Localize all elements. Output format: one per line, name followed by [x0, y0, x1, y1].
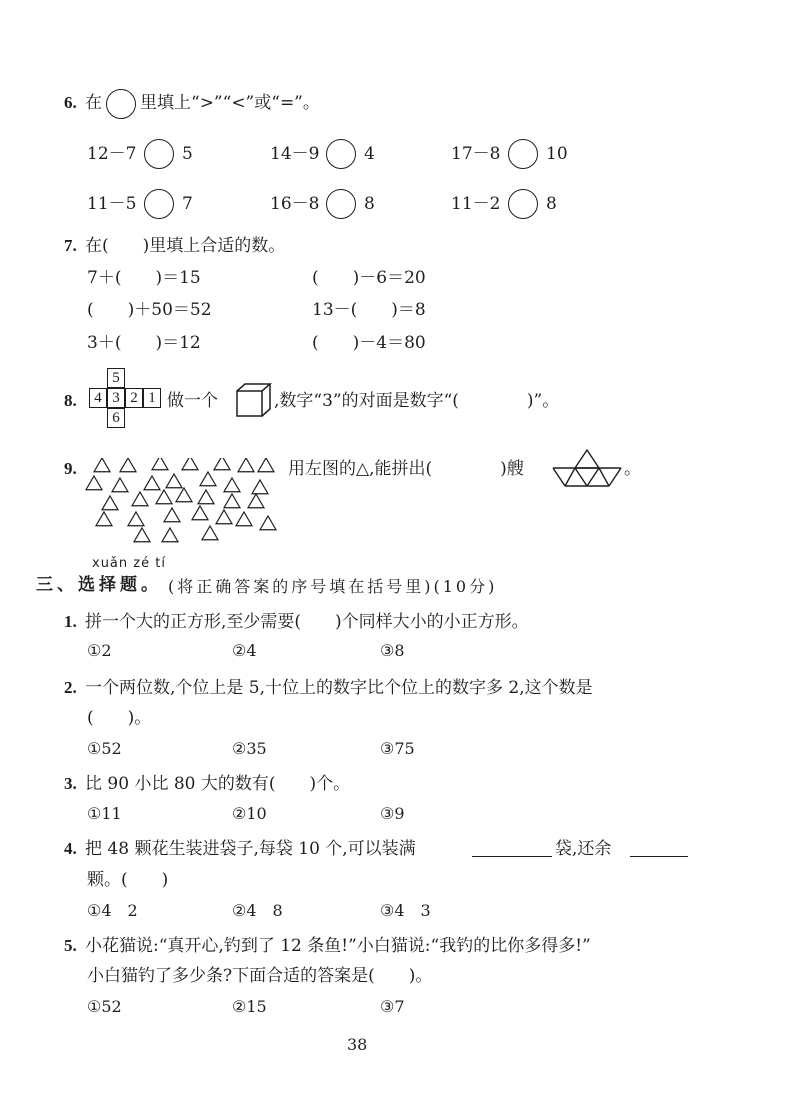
mc2-number: 2. — [64, 678, 77, 697]
q6-item-right: 8 — [546, 194, 557, 214]
q7-text: 在( )里填上合适的数。 — [85, 236, 286, 256]
q6-item-right: 7 — [182, 194, 193, 214]
q6-item-right: 4 — [364, 144, 375, 164]
small-triangle — [252, 480, 268, 494]
small-triangle — [216, 510, 232, 524]
mc5-question-cont: 小白猫钓了多少条?下面合适的答案是( )。 — [87, 966, 433, 986]
small-triangle — [128, 512, 144, 526]
q6-item-right: 8 — [364, 194, 375, 214]
q6-item-left: 14－9 — [270, 144, 320, 164]
cube-net-face: 1 — [143, 388, 161, 408]
mc5-question: 小花猫说:“真开心,钓到了 12 条鱼!”小白猫说:“我钓的比你多得多!” — [85, 936, 591, 956]
small-triangle — [258, 458, 274, 472]
small-triangle — [202, 526, 218, 540]
small-triangle — [248, 494, 264, 508]
q6-answer-circle[interactable] — [326, 139, 356, 169]
mc-option[interactable]: ①2 — [87, 641, 112, 660]
q6-answer-circle[interactable] — [508, 139, 538, 169]
q7-equation[interactable]: ( )＋50＝52 — [87, 300, 212, 320]
mc1-question: 拼一个大的正方形,至少需要( )个同样大小的小正方形。 — [85, 612, 529, 632]
mc2-question: 一个两位数,个位上是 5,十位上的数字比个位上的数字多 2,这个数是 — [85, 678, 593, 698]
mc2-question-cont: ( )。 — [87, 708, 152, 728]
q6-item-left: 16－8 — [270, 194, 320, 214]
small-triangle — [238, 458, 254, 472]
mc-option[interactable]: ③4 3 — [380, 901, 431, 920]
q7-equation[interactable]: ( )－4＝80 — [312, 333, 426, 353]
q6-item-left: 11－5 — [87, 194, 137, 214]
small-triangle — [214, 458, 230, 470]
small-triangle — [176, 488, 192, 502]
small-triangle — [96, 512, 112, 526]
section3-title: 三、选择题。 — [36, 575, 162, 595]
triangle-pile-figure — [84, 458, 284, 544]
q6-text-post: 里填上“>”“<”或“=”。 — [140, 93, 320, 113]
mc3-number: 3. — [64, 774, 77, 793]
q6-item-right: 10 — [546, 144, 568, 164]
small-triangle — [236, 512, 252, 526]
small-triangle — [120, 458, 136, 472]
mc-option[interactable]: ③9 — [380, 804, 405, 823]
q7-equation[interactable]: ( )－6＝20 — [312, 268, 426, 288]
q8-number: 8. — [64, 391, 77, 410]
small-triangle — [94, 458, 110, 472]
q7-equation[interactable]: 7＋( )＝15 — [87, 268, 201, 288]
small-triangle — [102, 496, 118, 510]
q6-item-left: 11－2 — [451, 194, 501, 214]
small-triangle — [144, 476, 160, 490]
q6-number: 6. — [64, 93, 77, 112]
small-triangle — [152, 458, 168, 470]
q7-equation[interactable]: 3＋( )＝12 — [87, 333, 201, 353]
small-triangle — [134, 528, 150, 542]
q9-text-b: 。 — [624, 459, 641, 479]
q7-equation[interactable]: 13－( )＝8 — [312, 300, 426, 320]
mc1-number: 1. — [64, 612, 77, 631]
cube-net-face: 3 — [107, 388, 125, 408]
mc4-question: 把 48 颗花生装进袋子,每袋 10 个,可以装满 — [85, 839, 416, 859]
small-triangle — [156, 490, 172, 504]
q6-answer-circle[interactable] — [326, 189, 356, 219]
mc4-question-cont: 颗。( ) — [87, 870, 169, 890]
small-triangle — [182, 458, 198, 470]
small-triangle — [224, 478, 240, 492]
cube-net-face: 6 — [107, 408, 125, 428]
small-triangle — [260, 516, 276, 530]
small-triangle — [200, 472, 216, 486]
q8-text-b: ,数字“3”的对面是数字“( )”。 — [274, 391, 560, 411]
mc-option[interactable]: ②35 — [232, 739, 267, 758]
q6-answer-circle[interactable] — [508, 189, 538, 219]
q6-text-pre: 在 — [85, 93, 102, 113]
mc-option[interactable]: ①4 2 — [87, 901, 138, 920]
mc5-number: 5. — [64, 936, 77, 955]
section3-pinyin: xuǎn zé tí — [92, 556, 166, 571]
mc-option[interactable]: ③7 — [380, 997, 405, 1016]
mc-option[interactable]: ②15 — [232, 997, 267, 1016]
mc4-blank-bags[interactable] — [472, 856, 552, 857]
mc-option[interactable]: ①11 — [87, 804, 122, 823]
small-triangle — [198, 490, 214, 504]
small-triangle — [224, 494, 240, 508]
mc-option[interactable]: ②10 — [232, 804, 267, 823]
mc4-number: 4. — [64, 839, 77, 858]
q6-item-left: 12－7 — [87, 144, 137, 164]
small-triangle — [164, 508, 180, 522]
mc3-question: 比 90 小比 80 大的数有( )个。 — [85, 774, 351, 794]
q6-item-left: 17－8 — [451, 144, 501, 164]
cube-icon — [236, 383, 272, 417]
mc-option[interactable]: ①52 — [87, 739, 122, 758]
q6-answer-circle[interactable] — [144, 189, 174, 219]
mc4-question-mid: 袋,还余 — [555, 839, 612, 859]
small-triangle — [132, 492, 148, 506]
q6-example-circle — [106, 89, 136, 119]
section3-hint: (将正确答案的序号填在括号里)(10分) — [168, 577, 498, 596]
mc-option[interactable]: ③75 — [380, 739, 415, 758]
small-triangle — [192, 506, 208, 520]
cube-net-face: 5 — [107, 368, 125, 388]
mc4-blank-remain[interactable] — [630, 856, 688, 857]
page-number: 38 — [347, 1035, 368, 1054]
mc-option[interactable]: ②4 — [232, 641, 257, 660]
q9-text-a: 用左图的△,能拼出( )艘 — [288, 459, 524, 479]
small-triangle — [86, 476, 102, 490]
mc-option[interactable]: ③8 — [380, 641, 405, 660]
q8-text-a: 做一个 — [167, 391, 218, 411]
q9-number: 9. — [64, 459, 77, 478]
q7-number: 7. — [64, 236, 77, 255]
small-triangle — [166, 474, 182, 488]
q6-answer-circle[interactable] — [144, 139, 174, 169]
q6-item-right: 5 — [182, 144, 193, 164]
cube-net-face: 2 — [125, 388, 143, 408]
small-triangle — [112, 478, 128, 492]
cube-net-face: 4 — [89, 388, 107, 408]
mc-option[interactable]: ①52 — [87, 997, 122, 1016]
mc-option[interactable]: ②4 8 — [232, 901, 283, 920]
small-triangle — [162, 528, 178, 542]
boat-shape-icon — [552, 449, 622, 489]
